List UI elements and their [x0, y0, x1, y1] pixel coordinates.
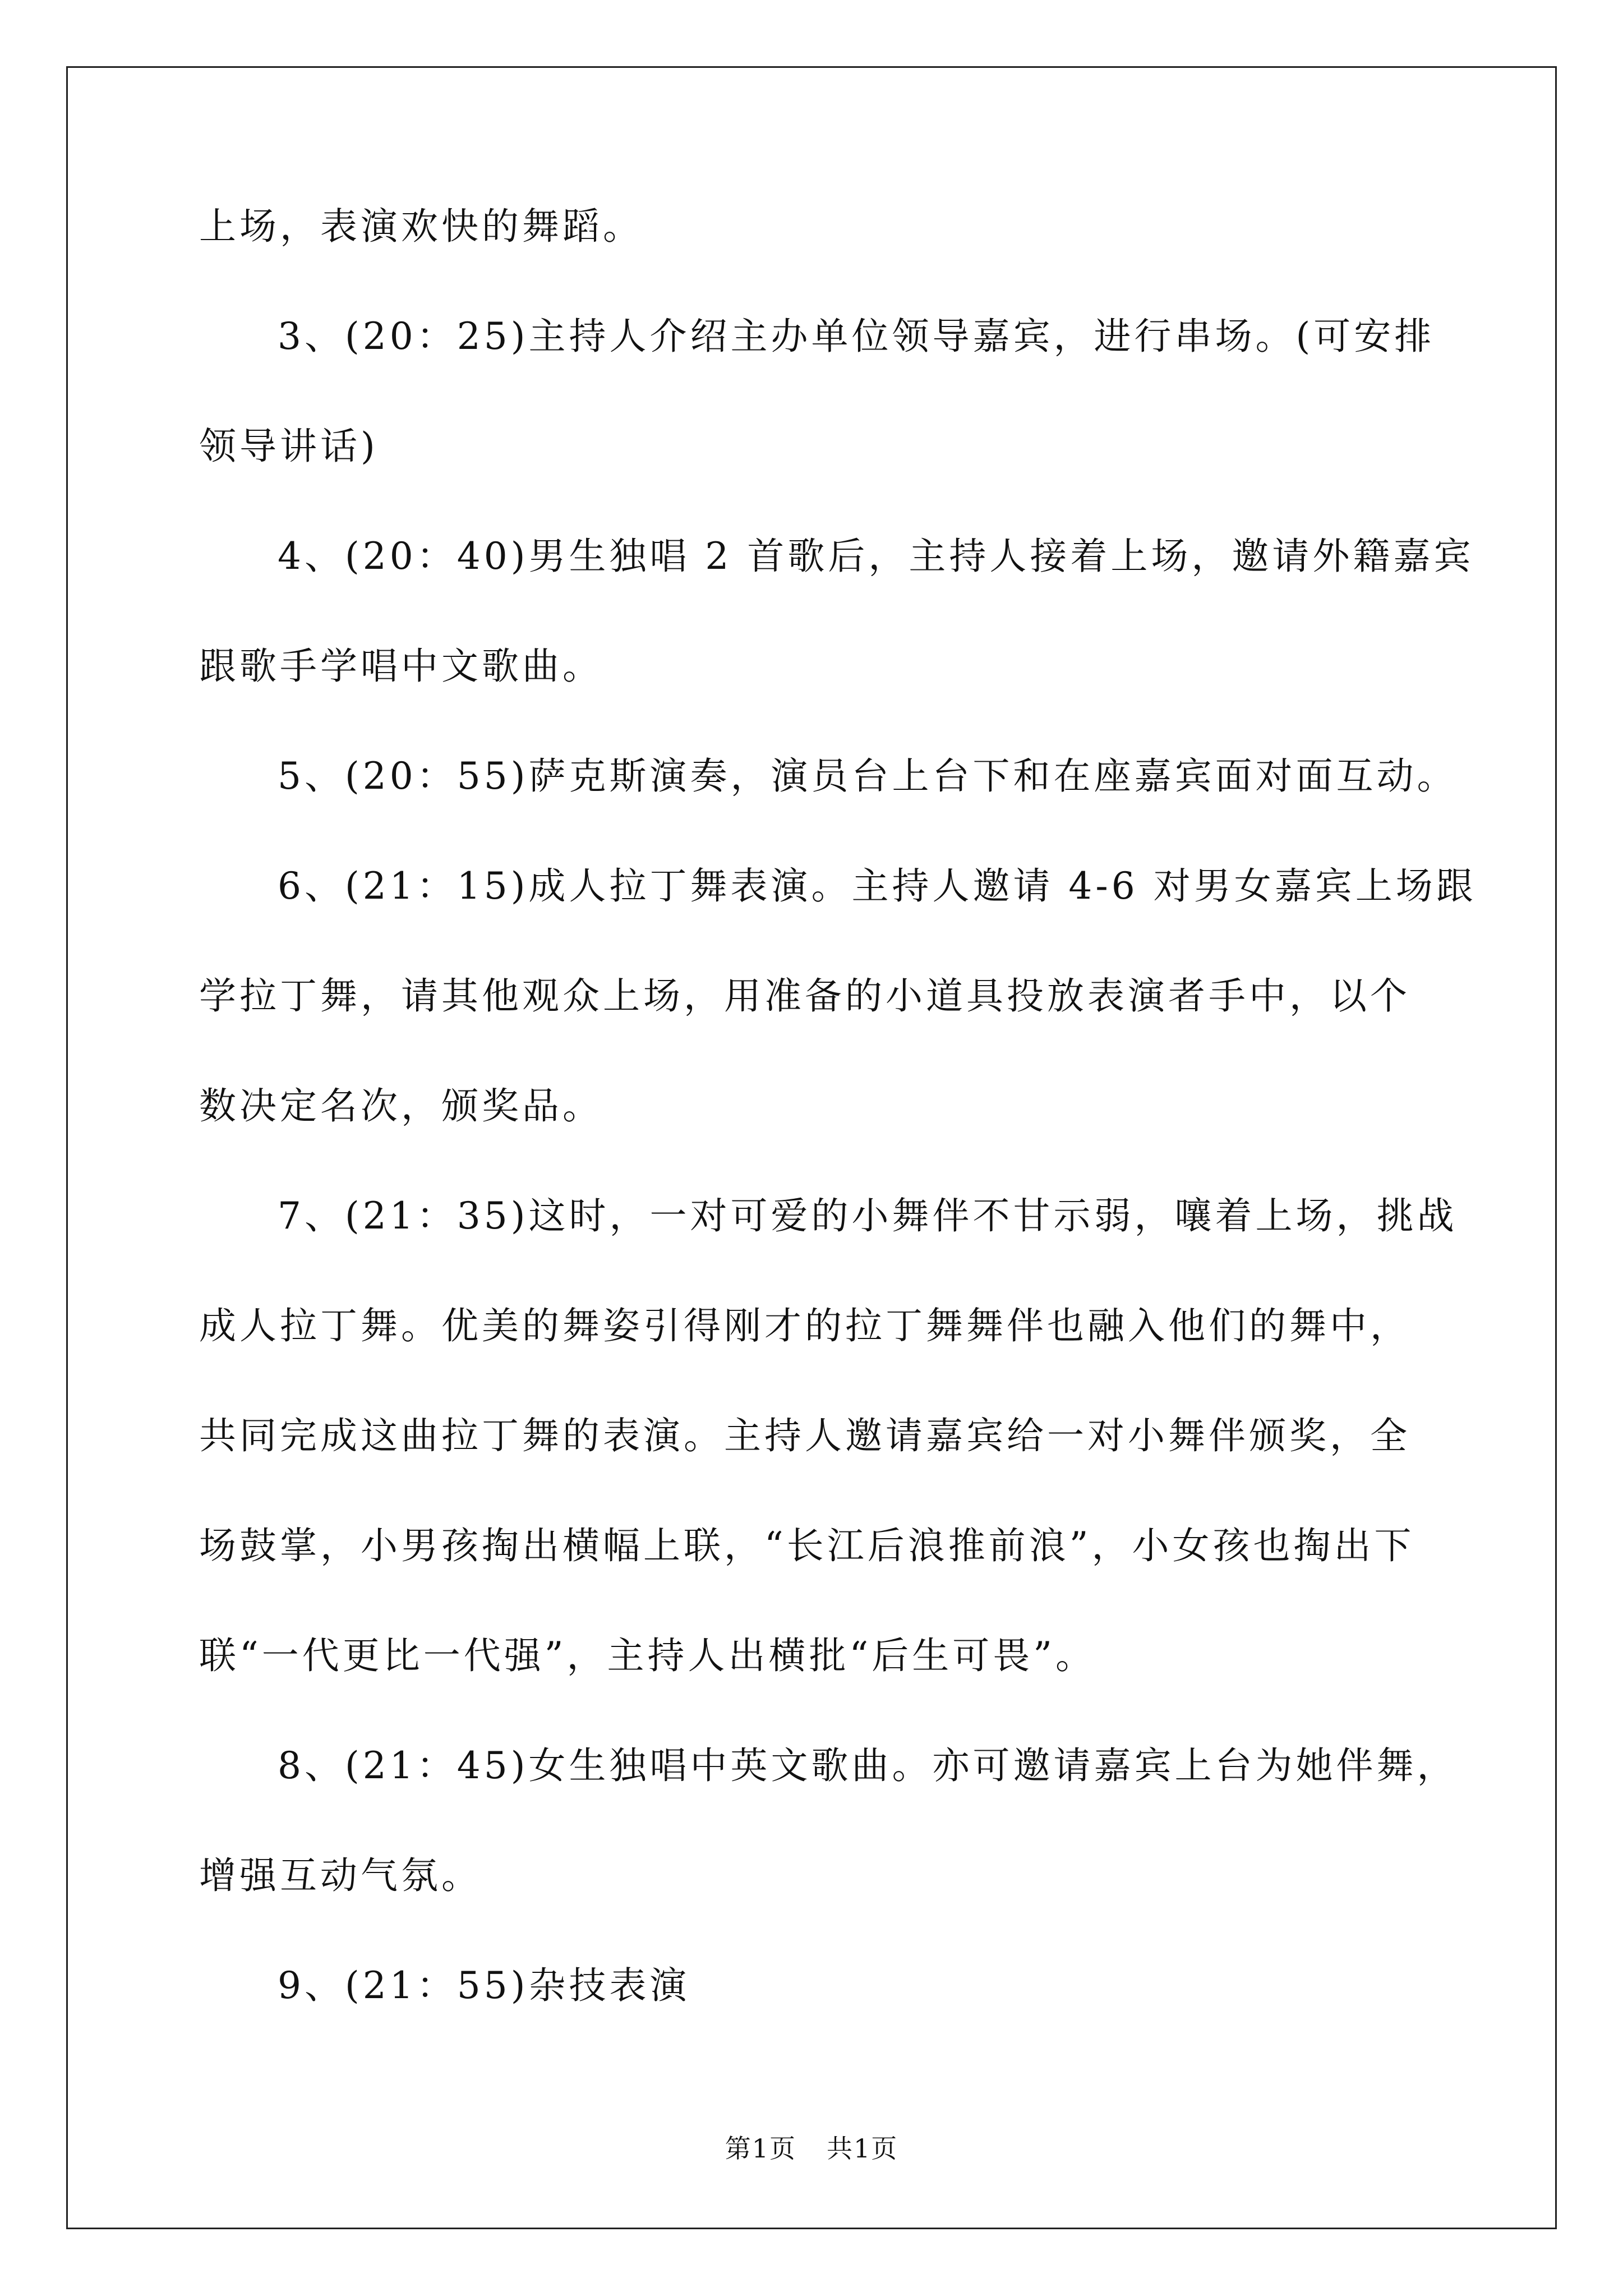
text-line-9: 数决定名次，颁奖品。 — [199, 1084, 603, 1128]
text-line-11: 成人拉丁舞。优美的舞姿引得刚才的拉丁舞舞伴也融入他们的舞中， — [199, 1304, 1410, 1347]
text-line-12: 共同完成这曲拉丁舞的表演。主持人邀请嘉宾给一对小舞伴颁奖，全 — [199, 1414, 1410, 1457]
text-line-16: 增强互动气氛。 — [199, 1854, 482, 1897]
text-line-8: 学拉丁舞，请其他观众上场，用准备的小道具投放表演者手中，以个 — [199, 974, 1410, 1018]
text-line-1: 上场，表演欢快的舞蹈。 — [199, 205, 643, 248]
text-line-4: 4、(20：40)男生独唱 2 首歌后，主持人接着上场，邀请外籍嘉宾 — [278, 535, 1474, 578]
text-line-17: 9、(21：55)杂技表演 — [278, 1964, 690, 2007]
page-total: 共1页 — [827, 2133, 898, 2164]
text-line-7: 6、(21：15)成人拉丁舞表演。主持人邀请 4-6 对男女嘉宾上场跟 — [278, 864, 1477, 908]
text-line-2: 3、(20：25)主持人介绍主办单位领导嘉宾，进行串场。(可安排 — [278, 315, 1435, 358]
text-line-15: 8、(21：45)女生独唱中英文歌曲。亦可邀请嘉宾上台为她伴舞， — [278, 1744, 1458, 1787]
text-line-13: 场鼓掌，小男孩掏出横幅上联，“长江后浪推前浪”，小女孩也掏出下 — [199, 1524, 1415, 1567]
text-line-5: 跟歌手学唱中文歌曲。 — [199, 645, 603, 688]
text-line-3: 领导讲话) — [199, 425, 379, 468]
text-line-6: 5、(20：55)萨克斯演奏，演员台上台下和在座嘉宾面对面互动。 — [278, 754, 1458, 798]
page-number: 第1页 — [725, 2133, 796, 2164]
text-line-14: 联“一代更比一代强”，主持人出横批“后生可畏”。 — [199, 1634, 1096, 1677]
text-line-10: 7、(21：35)这时，一对可爱的小舞伴不甘示弱，嚷着上场，挑战 — [278, 1194, 1458, 1237]
document-body — [199, 202, 1477, 2071]
page-footer — [0, 2132, 1623, 2165]
